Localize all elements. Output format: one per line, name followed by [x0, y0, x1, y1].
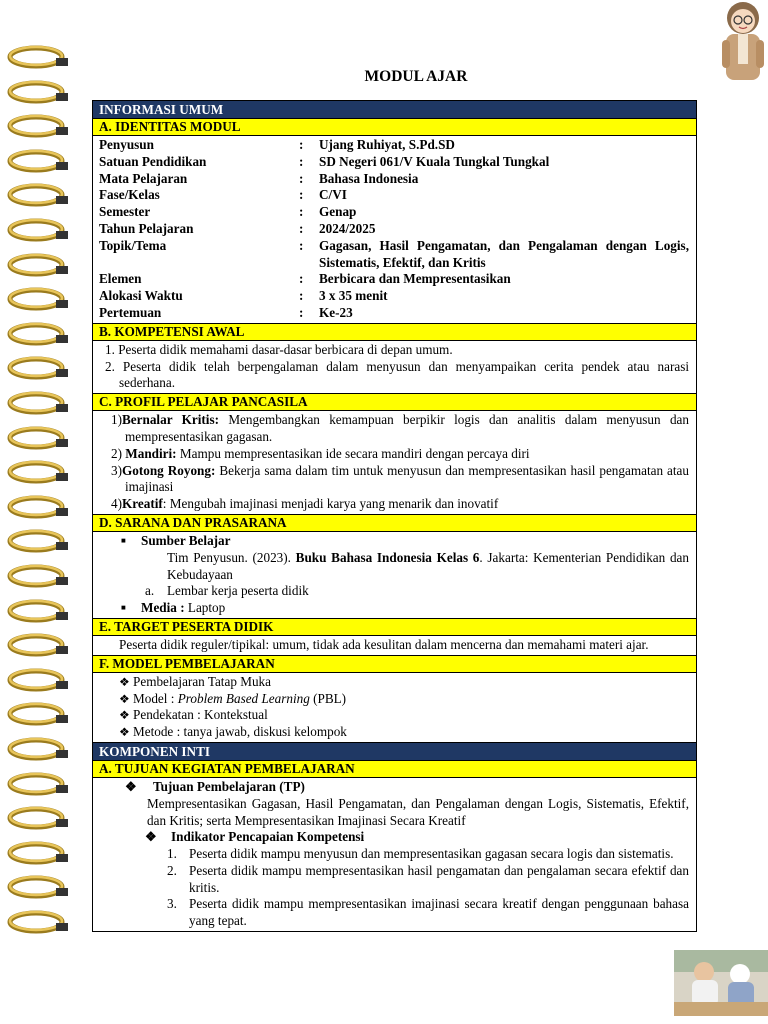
identitas-colon: : [299, 204, 304, 220]
section-identitas-modul: A. IDENTITAS MODUL [93, 119, 696, 136]
sumber-belajar-label: Sumber Belajar [141, 532, 231, 548]
list-item: 1. Peserta didik memahami dasar-dasar berbicara di depan umum. [105, 341, 453, 357]
reference-authors: Tim Penyusun. (2023). [167, 549, 296, 565]
section-kompetensi-awal: B. KOMPETENSI AWAL [93, 324, 696, 341]
diamond-bullet-icon: ❖ [145, 829, 157, 845]
list-marker: 1. [167, 846, 177, 862]
identitas-row [99, 288, 689, 305]
tp-text: Mempresentasikan Gagasan, Hasil Pengamatan, dan Pengalaman dengan Logis, Sistematis, Efektif, dan Kritis; serta Mempresentasikan Imajinasi Secara Kreatif [147, 795, 689, 828]
section-tujuan-kegiatan: A. TUJUAN KEGIATAN PEMBELAJARAN [93, 761, 696, 778]
module-table [92, 100, 697, 932]
identitas-colon: : [299, 271, 304, 287]
section-target-peserta-didik: E. TARGET PESERTA DIDIK [93, 619, 696, 636]
list-item-text: Peserta didik mampu mempresentasikan imajinasi secara kreatif dengan penggunaan bahasa yang tepat. [189, 896, 689, 929]
media-value: Laptop [184, 600, 226, 616]
profil-text: Mampu mempresentasikan ide secara mandiri dengan percaya diri [176, 445, 530, 461]
identitas-key: Tahun Pelajaran [99, 220, 194, 236]
list-item [99, 829, 689, 846]
list-item-text: Lembar kerja peserta didik [167, 583, 309, 599]
binding-ring-icon [6, 771, 72, 797]
binding-ring-icon [6, 217, 72, 243]
list-item [99, 779, 689, 796]
profil-text: Mengembangkan kemampuan berpikir logis dan analitis dalam menyusun dan mempresentasikan gagasan. [125, 412, 689, 444]
identitas-key: Fase/Kelas [99, 187, 160, 203]
ik-list [99, 846, 689, 930]
reference-text [99, 550, 689, 584]
binding-ring-icon [6, 182, 72, 208]
section-komponen-inti: KOMPONEN INTI [93, 743, 696, 761]
diamond-bullet-icon: ❖ [119, 725, 130, 740]
list-item [99, 724, 689, 741]
identitas-key: Alokasi Waktu [99, 288, 183, 304]
profil-label: Gotong Royong: [122, 462, 216, 478]
identitas-value: Bahasa Indonesia [319, 170, 419, 186]
model-text: Metode : tanya jawab, diskusi kelompok [133, 724, 347, 740]
list-item [99, 446, 689, 463]
model-text: Pembelajaran Tatap Muka [133, 673, 271, 689]
identitas-body [93, 136, 696, 324]
tp-label: Tujuan Pembelajaran (TP) [153, 778, 305, 794]
list-marker: 2) [111, 445, 126, 461]
list-item [99, 674, 689, 691]
identitas-row [99, 154, 689, 171]
identitas-value: Ke-23 [319, 304, 353, 320]
identitas-colon: : [299, 170, 304, 186]
identitas-key: Semester [99, 204, 151, 220]
identitas-key: Topik/Tema [99, 237, 167, 253]
media-label: Media : [141, 600, 185, 616]
binding-ring-icon [6, 701, 72, 727]
model-text: Model : [133, 690, 178, 706]
binding-ring-icon [6, 252, 72, 278]
identitas-value: C/VI [319, 187, 347, 203]
identitas-row [99, 305, 689, 322]
list-marker: 3) [111, 462, 122, 478]
binding-ring-icon [6, 459, 72, 485]
identitas-row [99, 171, 689, 188]
identitas-row [99, 271, 689, 288]
list-item [99, 600, 689, 617]
profil-text: Bekerja sama dalam tim untuk menyusun dan mempresentasikan hasil pengamatan atau imajinasi [125, 462, 690, 495]
tujuan-body [93, 778, 696, 931]
identitas-row [99, 238, 689, 272]
binding-ring-icon [6, 113, 72, 139]
model-text-italic: Problem Based Learning [177, 690, 310, 706]
binding-ring-icon [6, 425, 72, 451]
binding-ring-icon [6, 494, 72, 520]
identitas-colon: : [299, 288, 304, 304]
identitas-value: 2024/2025 [319, 220, 376, 236]
identitas-row [99, 204, 689, 221]
identitas-key: Pertemuan [99, 304, 162, 320]
binding-ring-icon [6, 563, 72, 589]
list-item-text: Peserta didik mampu menyusun dan mempresentasikan gagasan secara logis dan sistematis. [189, 846, 674, 862]
page-title: MODUL AJAR [364, 68, 468, 85]
profil-body [93, 411, 696, 515]
binding-ring-icon [6, 44, 72, 70]
diamond-bullet-icon: ❖ [119, 708, 130, 723]
identitas-value: Gagasan, Hasil Pengamatan, dan Pengalaman dengan Logis, Sistematis, Efektif, dan Kritis [319, 237, 689, 270]
list-item: 2. Peserta didik telah berpengalaman dalam menyusun dan menyampaikan cerita pendek atau narasi sederhana. [105, 358, 689, 391]
list-item [99, 707, 689, 724]
list-item [99, 496, 689, 513]
list-item [99, 846, 689, 863]
binding-ring-icon [6, 528, 72, 554]
section-profil-pancasila: C. PROFIL PELAJAR PANCASILA [93, 394, 696, 411]
binding-ring-icon [6, 321, 72, 347]
binding-ring-icon [6, 148, 72, 174]
identitas-colon: : [299, 153, 304, 169]
binding-ring-icon [6, 736, 72, 762]
profil-label: Bernalar Kritis: [122, 412, 219, 428]
list-item [99, 691, 689, 708]
identitas-value: Ujang Ruhiyat, S.Pd.SD [319, 137, 455, 152]
identitas-key: Elemen [99, 271, 142, 287]
identitas-row [99, 221, 689, 238]
media-text [141, 600, 225, 617]
profil-text: : Mengubah imajinasi menjadi karya yang menarik dan inovatif [162, 496, 499, 512]
reference-publisher: . Jakarta: Kementerian Pendidikan dan Kebudayaan [167, 549, 689, 582]
identitas-key: Penyusun [99, 137, 154, 152]
list-marker: 4) [111, 496, 122, 512]
list-item [99, 412, 689, 446]
identitas-colon: : [299, 187, 304, 203]
identitas-colon: : [299, 304, 304, 320]
binding-ring-icon [6, 632, 72, 658]
section-model-pembelajaran: F. MODEL PEMBELAJARAN [93, 656, 696, 673]
binding-ring-icon [6, 909, 72, 935]
list-marker: a. [145, 583, 155, 599]
section-sarana-prasarana: D. SARANA DAN PRASARANA [93, 515, 696, 532]
profil-label: Mandiri: [125, 445, 177, 461]
model-text: Pendekatan : Kontekstual [133, 707, 268, 723]
square-bullet-icon: ■ [121, 535, 126, 545]
sarana-body [93, 532, 696, 619]
diamond-bullet-icon: ❖ [125, 778, 137, 794]
binding-ring-icon [6, 286, 72, 312]
square-bullet-icon: ■ [121, 603, 126, 613]
model-body [93, 673, 696, 743]
classroom-photo-image [674, 950, 768, 1016]
binding-ring-icon [6, 874, 72, 900]
diamond-bullet-icon: ❖ [119, 691, 130, 706]
target-body [93, 636, 696, 656]
identitas-colon: : [299, 220, 304, 236]
ik-label: Indikator Pencapaian Kompetensi [171, 829, 365, 845]
list-item [99, 533, 689, 550]
binding-ring-icon [6, 805, 72, 831]
binding-ring-icon [6, 840, 72, 866]
list-marker: 3. [167, 896, 177, 912]
list-marker: 2. [167, 862, 177, 878]
list-item [99, 896, 689, 930]
binding-ring-icon [6, 355, 72, 381]
identitas-colon: : [299, 237, 304, 253]
target-text: Peserta didik reguler/tipikal: umum, tidak ada kesulitan dalam mencerna dan memahami materi ajar. [119, 636, 649, 652]
identitas-value: 3 x 35 menit [319, 288, 388, 304]
identitas-key: Satuan Pendidikan [99, 153, 207, 169]
reference-book-title: Buku Bahasa Indonesia Kelas 6 [295, 549, 480, 565]
diamond-bullet-icon: ❖ [119, 674, 130, 689]
identitas-row [99, 137, 689, 154]
section-informasi-umum: INFORMASI UMUM [93, 101, 696, 119]
identitas-value: Genap [319, 204, 357, 220]
identitas-colon: : [299, 137, 304, 152]
model-text: (PBL) [309, 690, 347, 706]
kompetensi-body [93, 341, 696, 394]
binding-ring-icon [6, 598, 72, 624]
identitas-key: Mata Pelajaran [99, 170, 188, 186]
list-item [99, 863, 689, 897]
identitas-value: Berbicara dan Mempresentasikan [319, 271, 511, 287]
identitas-row [99, 187, 689, 204]
list-item-text: Peserta didik mampu mempresentasikan hasil pengamatan dan pengalaman secara efektif dan kritis. [189, 862, 689, 895]
list-item [99, 463, 689, 497]
binding-ring-icon [6, 390, 72, 416]
identitas-value: SD Negeri 061/V Kuala Tungkal Tungkal [319, 153, 550, 169]
list-marker: 1) [111, 412, 122, 428]
profil-label: Kreatif [122, 496, 163, 512]
list-item [99, 583, 689, 600]
binding-ring-icon [6, 667, 72, 693]
